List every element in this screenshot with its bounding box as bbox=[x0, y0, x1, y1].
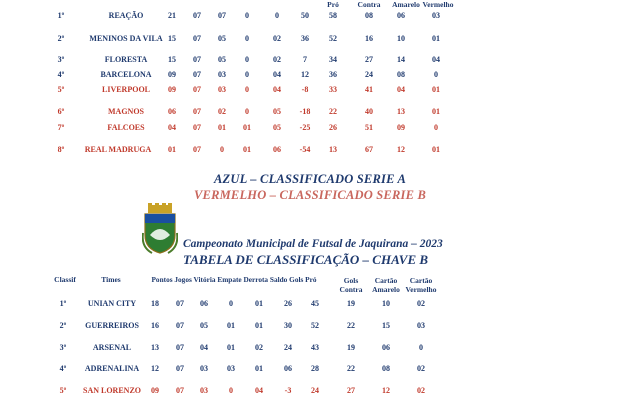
row-stat: 45 bbox=[311, 299, 319, 308]
row-stat: 04 bbox=[397, 85, 405, 94]
row-stat: 02 bbox=[417, 364, 425, 373]
header-stats: Pontos Jogos Vitória Empate Derrota Saldo Gols Pró bbox=[151, 275, 317, 284]
row-team: LIVERPOOL bbox=[101, 85, 151, 94]
row-stat: 09 bbox=[168, 85, 176, 94]
row-position: 4º bbox=[59, 364, 67, 373]
row-stat: 26 bbox=[329, 123, 337, 132]
row-stat: -18 bbox=[299, 107, 311, 116]
crest-band bbox=[145, 214, 175, 223]
row-stat: 01 bbox=[255, 299, 263, 308]
row-stat: 07 bbox=[218, 11, 226, 20]
row-stat: 07 bbox=[193, 34, 201, 43]
row-stat: 52 bbox=[329, 34, 337, 43]
header-gols-contra-2: Contra bbox=[339, 285, 363, 294]
row-stat: 36 bbox=[301, 34, 309, 43]
table-row bbox=[0, 386, 620, 400]
row-stat: 12 bbox=[301, 70, 309, 79]
row-stat: 06 bbox=[382, 343, 390, 352]
row-stat: 12 bbox=[397, 145, 405, 154]
row-stat: 27 bbox=[365, 55, 373, 64]
row-stat: 06 bbox=[284, 364, 292, 373]
row-stat: 21 bbox=[168, 11, 176, 20]
row-position: 1º bbox=[59, 299, 67, 308]
row-stat: 0 bbox=[434, 70, 438, 79]
table-row bbox=[0, 11, 620, 25]
row-stat: 01 bbox=[255, 364, 263, 373]
row-stat: 07 bbox=[176, 364, 184, 373]
row-position: 3º bbox=[59, 343, 67, 352]
row-stat: 33 bbox=[329, 85, 337, 94]
row-stat: 22 bbox=[347, 321, 355, 330]
row-team: MAGNOS bbox=[108, 107, 144, 116]
row-position: 2º bbox=[59, 321, 67, 330]
row-stat: 02 bbox=[417, 386, 425, 395]
row-team: GUERREIROS bbox=[85, 321, 139, 330]
row-stat: 14 bbox=[397, 55, 405, 64]
row-stat: 01 bbox=[255, 321, 263, 330]
row-stat: 03 bbox=[218, 85, 226, 94]
row-stat: 0 bbox=[419, 343, 423, 352]
row-position: 7º bbox=[57, 123, 65, 132]
row-stat: 07 bbox=[193, 11, 201, 20]
row-stat: 02 bbox=[255, 343, 263, 352]
row-stat: 07 bbox=[176, 321, 184, 330]
row-position: 3º bbox=[57, 55, 65, 64]
row-stat: -25 bbox=[299, 123, 311, 132]
table-title: TABELA DE CLASSIFICAÇÃO – CHAVE B bbox=[183, 252, 429, 267]
row-stat: 05 bbox=[218, 55, 226, 64]
crest-crown bbox=[148, 203, 172, 213]
row-stat: 7 bbox=[303, 55, 307, 64]
row-stat: 06 bbox=[168, 107, 176, 116]
row-stat: 07 bbox=[193, 123, 201, 132]
row-stat: 13 bbox=[151, 343, 159, 352]
row-stat: 0 bbox=[229, 386, 233, 395]
row-stat: 07 bbox=[193, 70, 201, 79]
row-stat: 08 bbox=[397, 70, 405, 79]
row-stat: 01 bbox=[432, 34, 440, 43]
row-stat: 15 bbox=[168, 55, 176, 64]
row-stat: 02 bbox=[273, 34, 281, 43]
row-stat: 41 bbox=[365, 85, 373, 94]
table-row bbox=[0, 107, 620, 121]
row-stat: 07 bbox=[176, 299, 184, 308]
row-stat: 01 bbox=[432, 107, 440, 116]
table-row bbox=[0, 321, 620, 335]
header-amarelo: Amarelo bbox=[392, 0, 420, 9]
row-stat: -3 bbox=[284, 386, 292, 395]
row-stat: 40 bbox=[365, 107, 373, 116]
row-team: UNIAN CITY bbox=[87, 299, 137, 308]
row-stat: 24 bbox=[284, 343, 292, 352]
row-stat: 28 bbox=[311, 364, 319, 373]
row-stat: 36 bbox=[329, 70, 337, 79]
row-stat: 03 bbox=[218, 70, 226, 79]
row-stat: 24 bbox=[311, 386, 319, 395]
row-stat: 01 bbox=[432, 85, 440, 94]
row-stat: 18 bbox=[151, 299, 159, 308]
row-stat: 0 bbox=[220, 145, 224, 154]
row-team: MENINOS DA VILA bbox=[89, 34, 163, 43]
row-stat: 52 bbox=[311, 321, 319, 330]
table-row bbox=[0, 55, 620, 69]
row-stat: 03 bbox=[227, 364, 235, 373]
row-team: FLORESTA bbox=[104, 55, 148, 64]
row-team: ADRENALINA bbox=[84, 364, 140, 373]
row-stat: 08 bbox=[382, 364, 390, 373]
row-position: 2º bbox=[57, 34, 65, 43]
row-stat: 58 bbox=[329, 11, 337, 20]
row-stat: 12 bbox=[151, 364, 159, 373]
row-team: REAÇÃO bbox=[108, 11, 144, 20]
row-stat: 15 bbox=[168, 34, 176, 43]
row-stat: 02 bbox=[417, 299, 425, 308]
row-stat: 04 bbox=[200, 343, 208, 352]
row-stat: 04 bbox=[432, 55, 440, 64]
row-stat: 09 bbox=[168, 70, 176, 79]
row-stat: -8 bbox=[301, 85, 309, 94]
row-stat: 01 bbox=[227, 343, 235, 352]
row-stat: 67 bbox=[365, 145, 373, 154]
header-vermelho-2: Vermelho bbox=[405, 285, 437, 294]
row-stat: 06 bbox=[273, 145, 281, 154]
row-stat: 0 bbox=[245, 70, 249, 79]
row-stat: 07 bbox=[193, 107, 201, 116]
row-stat: 04 bbox=[273, 85, 281, 94]
table-row bbox=[0, 364, 620, 378]
row-stat: 06 bbox=[397, 11, 405, 20]
row-stat: 01 bbox=[432, 145, 440, 154]
championship-title: Campeonato Municipal de Futsal de Jaquirana – 2023 bbox=[183, 238, 443, 250]
row-position: 8º bbox=[57, 145, 65, 154]
row-position: 5º bbox=[59, 386, 67, 395]
row-stat: 27 bbox=[347, 386, 355, 395]
header-classif: Classif bbox=[54, 275, 76, 284]
row-stat: 06 bbox=[200, 299, 208, 308]
row-stat: 03 bbox=[432, 11, 440, 20]
row-position: 4º bbox=[57, 70, 65, 79]
row-stat: 43 bbox=[311, 343, 319, 352]
table-row bbox=[0, 123, 620, 137]
row-stat: 04 bbox=[168, 123, 176, 132]
row-stat: 02 bbox=[218, 107, 226, 116]
row-stat: 07 bbox=[193, 145, 201, 154]
row-stat: 10 bbox=[382, 299, 390, 308]
row-stat: 01 bbox=[243, 123, 251, 132]
row-stat: 09 bbox=[151, 386, 159, 395]
header-amarelo-1: Cartão bbox=[374, 276, 398, 285]
row-stat: 16 bbox=[365, 34, 373, 43]
row-stat: 30 bbox=[284, 321, 292, 330]
row-stat: 15 bbox=[382, 321, 390, 330]
header-vermelho: Vermelho bbox=[422, 0, 454, 9]
row-team: ARSENAL bbox=[92, 343, 132, 352]
row-stat: 13 bbox=[329, 145, 337, 154]
row-stat: 10 bbox=[397, 34, 405, 43]
table-row bbox=[0, 145, 620, 159]
row-team: REAL MADRUGA bbox=[84, 145, 152, 154]
row-stat: -54 bbox=[299, 145, 311, 154]
row-team: SAN LORENZO bbox=[82, 386, 142, 395]
table-row bbox=[0, 343, 620, 357]
row-stat: 12 bbox=[382, 386, 390, 395]
row-stat: 0 bbox=[229, 299, 233, 308]
row-stat: 0 bbox=[245, 85, 249, 94]
row-stat: 03 bbox=[200, 364, 208, 373]
row-stat: 0 bbox=[245, 55, 249, 64]
row-stat: 0 bbox=[245, 107, 249, 116]
row-stat: 08 bbox=[365, 11, 373, 20]
row-stat: 01 bbox=[168, 145, 176, 154]
row-stat: 01 bbox=[218, 123, 226, 132]
header-contra: Contra bbox=[357, 0, 381, 9]
row-stat: 19 bbox=[347, 299, 355, 308]
row-stat: 03 bbox=[417, 321, 425, 330]
header-amarelo-2: Amarelo bbox=[372, 285, 400, 294]
municipal-coat-of-arms-icon bbox=[142, 203, 178, 257]
table-row bbox=[0, 299, 620, 313]
row-stat: 07 bbox=[193, 55, 201, 64]
row-stat: 09 bbox=[397, 123, 405, 132]
row-stat: 51 bbox=[365, 123, 373, 132]
row-stat: 07 bbox=[193, 85, 201, 94]
row-stat: 13 bbox=[397, 107, 405, 116]
row-stat: 05 bbox=[273, 107, 281, 116]
row-position: 6º bbox=[57, 107, 65, 116]
row-stat: 07 bbox=[176, 343, 184, 352]
table-row bbox=[0, 70, 620, 84]
row-stat: 05 bbox=[218, 34, 226, 43]
header-pro: Pró bbox=[327, 0, 339, 9]
row-stat: 03 bbox=[200, 386, 208, 395]
row-stat: 05 bbox=[200, 321, 208, 330]
row-stat: 0 bbox=[245, 34, 249, 43]
classification-red-legend: VERMELHO – CLASSIFICADO SERIE B bbox=[194, 188, 426, 202]
row-team: FALCOES bbox=[107, 123, 145, 132]
table-row bbox=[0, 85, 620, 99]
row-stat: 04 bbox=[273, 70, 281, 79]
row-stat: 07 bbox=[176, 386, 184, 395]
classification-blue-legend: AZUL – CLASSIFICADO SERIE A bbox=[213, 172, 407, 186]
row-stat: 26 bbox=[284, 299, 292, 308]
row-team: BARCELONA bbox=[100, 70, 152, 79]
row-stat: 02 bbox=[273, 55, 281, 64]
row-stat: 05 bbox=[273, 123, 281, 132]
row-stat: 0 bbox=[275, 11, 279, 20]
row-stat: 22 bbox=[329, 107, 337, 116]
row-stat: 34 bbox=[329, 55, 337, 64]
header-gols-contra-1: Gols bbox=[343, 276, 359, 285]
row-stat: 04 bbox=[255, 386, 263, 395]
header-times: Times bbox=[101, 275, 121, 284]
row-stat: 22 bbox=[347, 364, 355, 373]
table-row bbox=[0, 34, 620, 48]
row-position: 1º bbox=[57, 11, 65, 20]
row-stat: 50 bbox=[301, 11, 309, 20]
row-stat: 01 bbox=[227, 321, 235, 330]
row-stat: 01 bbox=[243, 145, 251, 154]
row-stat: 16 bbox=[151, 321, 159, 330]
header-vermelho-1: Cartão bbox=[409, 276, 433, 285]
row-stat: 24 bbox=[365, 70, 373, 79]
row-stat: 0 bbox=[434, 123, 438, 132]
row-position: 5º bbox=[57, 85, 65, 94]
row-stat: 19 bbox=[347, 343, 355, 352]
row-stat: 0 bbox=[245, 11, 249, 20]
